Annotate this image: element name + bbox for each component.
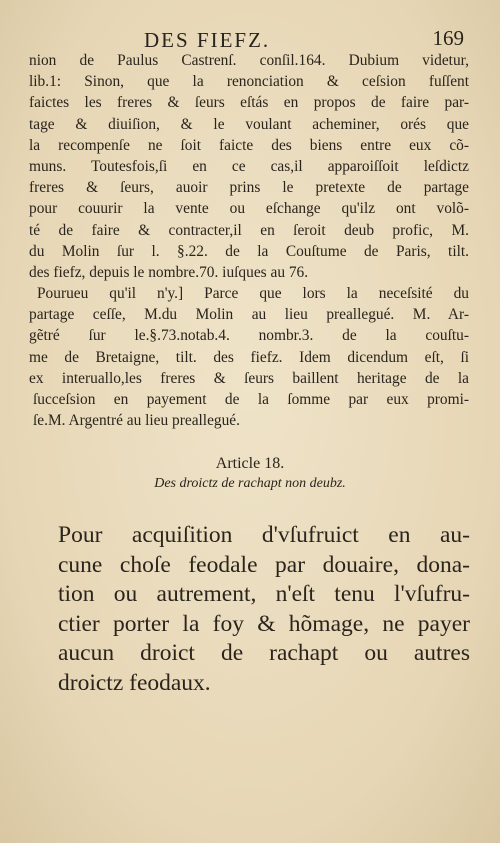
article-subheading: Des droictz de rachapt non deubz. (154, 476, 346, 491)
article-line: Pour acquiſition d'vſufruict en au- (58, 522, 470, 548)
text-line: freres & ſeurs, auoir prins le pretexte de partage (29, 179, 469, 197)
article-line: droictz feodaux. (58, 669, 211, 696)
text-line: partage ceſſe, M.du Molin au lieu preallegué. M. Ar- (29, 306, 469, 324)
running-head: DES FIEFZ. (144, 28, 271, 52)
text-line: ſucceſsion en payement de la ſomme par eux promi- (33, 391, 469, 408)
commentary-text (29, 50, 469, 431)
article-heading: Article 18. (215, 455, 285, 472)
article-text (58, 521, 470, 698)
text-line: ex interuallo,les freres & ſeurs baillent heritage de la (29, 369, 469, 387)
text-line: du Molin ſur l. §.22. de la Couſtume de Paris, tilt. (29, 242, 469, 260)
article-line: cune choſe feodale par douaire, dona- (58, 551, 470, 578)
page-number: 169 (432, 26, 464, 50)
text-line: Pourueu qu'il n'y.] Parce que lors la neceſsité du (37, 285, 469, 303)
text-line: des fiefz, depuis le nombre.70. iuſques au 76. (29, 263, 309, 281)
text-line: muns. Toutesfois,ſi en ce cas,il apparoiſſoit leſdictz (29, 157, 469, 175)
text-line: pour couurir la vente ou eſchange qu'ilz ont volõ- (29, 200, 469, 218)
text-line: tage & diuiſion, & le voulant acheminer, orés que (29, 115, 469, 133)
article-line: aucun droict de rachapt ou autres (58, 640, 470, 666)
text-line: me de Bretaigne, tilt. des fiefz. Idem dicendum eſt, ſi (29, 348, 469, 366)
text-line: nion de Paulus Castrenſ. conſil.164. Dubium videtur, (29, 52, 469, 69)
text-line: la recompenſe ne ſoit faicte des biens entre eux cõ- (29, 136, 469, 154)
text-line: faictes les freres & ſeurs eſtás en propos de faire par- (29, 94, 469, 112)
article-line: tion ou autrement, n'eſt tenu l'vſufru- (58, 581, 470, 607)
article-line: ctier porter la foy & hõmage, ne payer (58, 610, 470, 637)
text-line: lib.1: Sinon, que la renonciation & ceſsion fuſſent (29, 73, 469, 91)
text-line: ſe.M. Argentré au lieu preallegué. (33, 412, 240, 430)
text-line: gẽtré ſur le.§.73.notab.4. nombr.3. de la couſtu- (29, 327, 469, 345)
text-line: té de faire & contracter,il en ſeroit deub profic, M. (29, 221, 469, 239)
